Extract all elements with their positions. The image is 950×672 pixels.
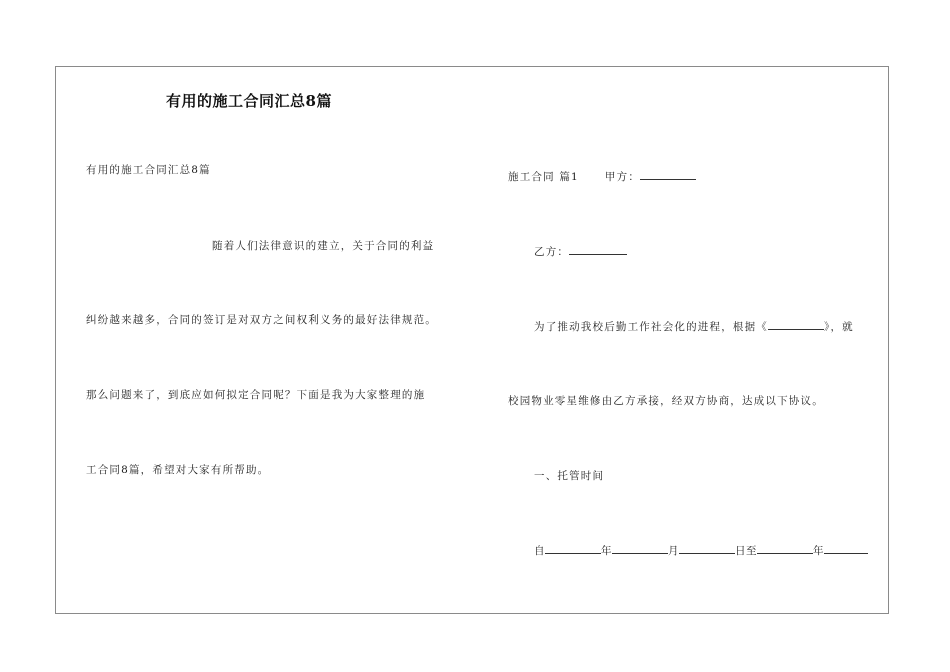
- paragraph-line-4: 工合同8篇，希望对大家有所帮助。: [86, 464, 270, 476]
- paragraph-line-2: 纠纷越来越多，合同的签订是对双方之间权利义务的最好法律规范。: [86, 314, 437, 326]
- contract-heading-row: [508, 169, 696, 184]
- party-b-label: 乙方：: [534, 246, 570, 258]
- contract-heading: 施工合同 篇1: [508, 171, 579, 183]
- subtitle: 有用的施工合同汇总8篇: [86, 164, 211, 176]
- start-month-blank[interactable]: [612, 543, 668, 554]
- body-line-1: [534, 319, 854, 334]
- date-from-label: 自: [534, 545, 545, 557]
- paragraph-line-3: 那么问题来了，到底应如何拟定合同呢？下面是我为大家整理的施: [86, 389, 426, 401]
- agreement-name-blank[interactable]: [768, 319, 824, 330]
- body-line-2: 校园物业零星维修由乙方承接，经双方协商，达成以下协议。: [508, 395, 824, 407]
- party-a-label: 甲方：: [604, 171, 641, 183]
- party-b-blank[interactable]: [569, 244, 627, 255]
- body-line-1-start: 为了推动我校后勤工作社会化的进程，根据《: [534, 321, 768, 333]
- date-year-label: 年: [601, 545, 612, 557]
- date-range-row: [534, 543, 868, 558]
- date-day-to-label: 日至: [735, 545, 757, 557]
- page-frame: [55, 66, 889, 614]
- party-a-blank[interactable]: [640, 169, 696, 180]
- end-month-blank[interactable]: [824, 543, 868, 554]
- date-month-label: 月: [668, 545, 679, 557]
- paragraph-line-1: 随着人们法律意识的建立，关于合同的利益: [212, 240, 435, 252]
- party-b-row: [534, 244, 627, 259]
- body-line-1-end: 》，就: [824, 321, 854, 333]
- date-year2-label: 年: [813, 545, 824, 557]
- section-heading: 一、托管时间: [534, 470, 605, 482]
- document-title: 有用的施工合同汇总8篇: [166, 92, 332, 110]
- start-year-blank[interactable]: [545, 543, 601, 554]
- end-year-blank[interactable]: [757, 543, 813, 554]
- start-day-blank[interactable]: [679, 543, 735, 554]
